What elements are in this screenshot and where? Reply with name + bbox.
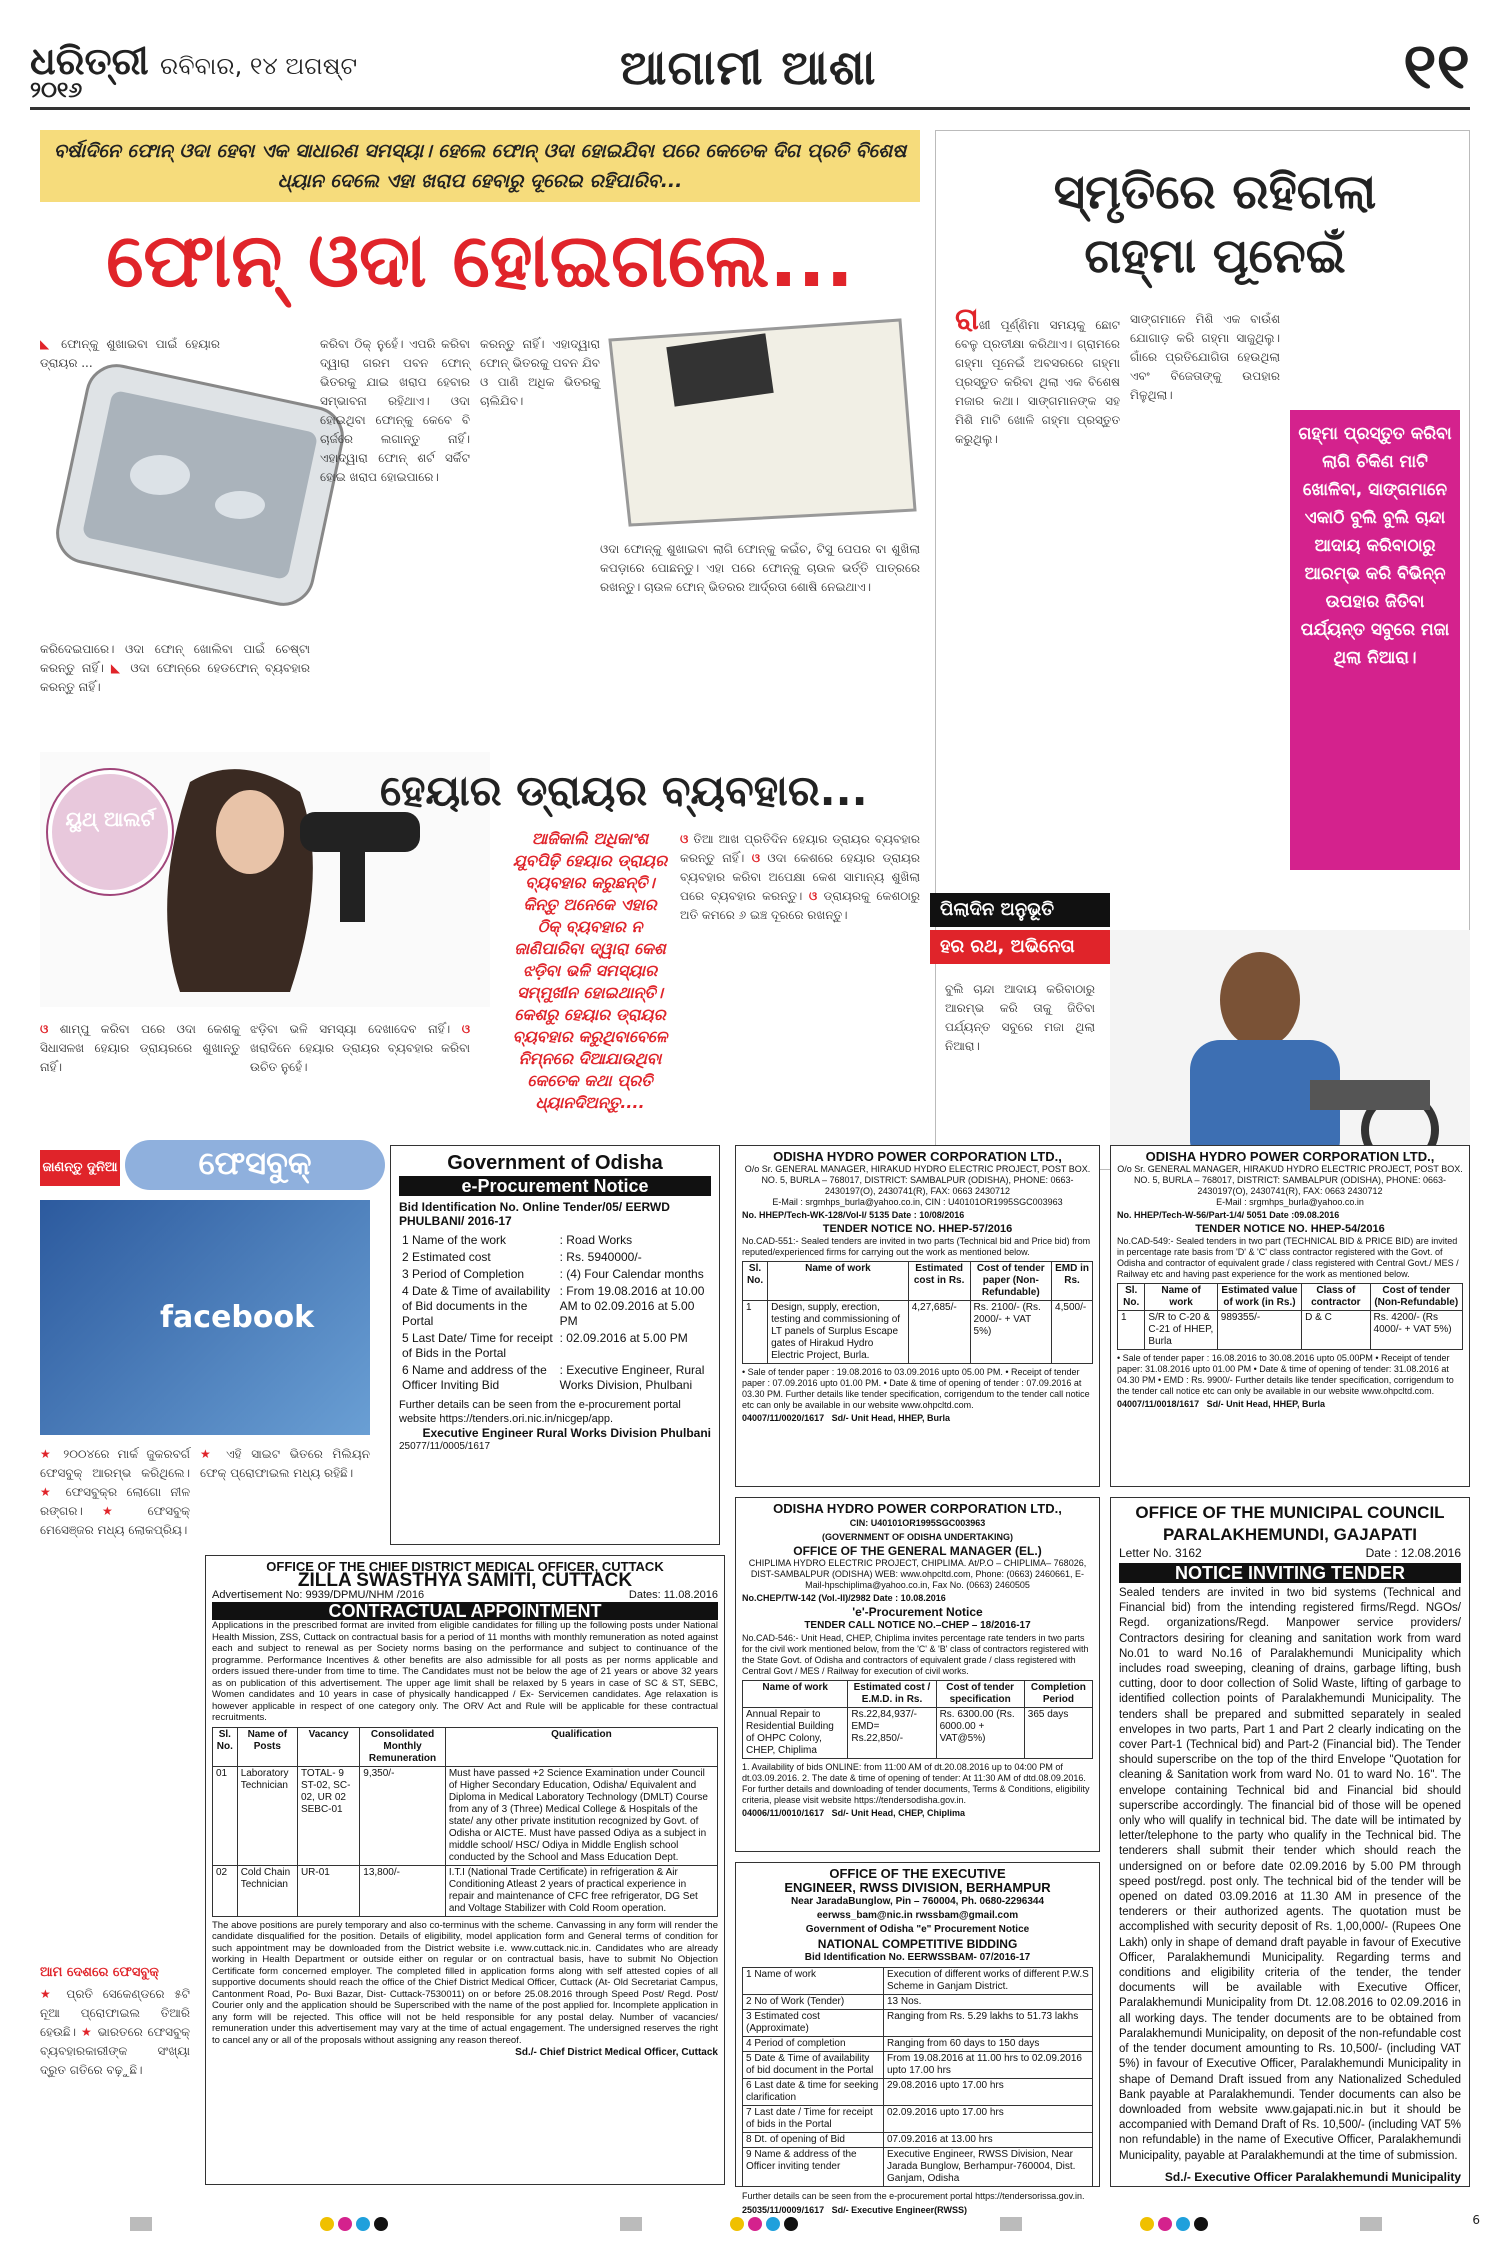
rwss-title1: OFFICE OF THE EXECUTIVE	[829, 1866, 1006, 1881]
table-header-cell: Consolidated Monthly Remuneration	[360, 1727, 446, 1766]
table-cell: Rs. 2100/- (Rs. 2000/- + VAT 5%)	[970, 1301, 1052, 1364]
table-cell: 13,800/-	[360, 1865, 446, 1916]
chiplima-body: No.CAD-546:- Unit Head, CHEP, Chiplima invites percentage rate tenders in two parts for the civil work mentioned below, from the 'C' & 'B' class of contractors registered with the State Govt. of Odisha and contractors of equivalent grade / class registered with Central Govt / MES / Railway for execution of civil works.	[742, 1633, 1089, 1676]
phone-story-text-col3: କରନ୍ତୁ ନାହିଁ। ଏହାଦ୍ୱାରା ଫୋନ୍ ଭିତରକୁ ପବନ ଯିବ ଓ ପାଣି ଅଧିକ ଭିତରକୁ ଚାଲିଯିବ।	[480, 337, 600, 408]
table-cell: 365 days	[1024, 1708, 1092, 1759]
chiplima-addr: CHIPLIMA HYDRO ELECTRIC PROJECT, CHIPLIMA. At/P.O – CHIPLIMA– 768026, DIST-SAMBALPUR (ODISHA) WEB: www.ohpcltd.com, Phone: (0663) 2460661, E-Mail-hpschiplima@yahoo.co.in, Fax No. (0663) 2460505	[748, 1558, 1087, 1590]
notice-odisha-title: Government of Odisha	[447, 1152, 663, 1174]
hydro1-addr: O/o Sr. GENERAL MANAGER, HIRAKUD HYDRO ELECTRIC PROJECT, POST BOX. NO. 5, BURLA – 768017, DISTRICT: SAMBALPUR (ODISHA), PHONE: 0663-2430197(O), 2430741(R), FAX: 0663 2430712	[744, 1164, 1091, 1196]
table-cell: From 19.08.2016 at 11.00 hrs to 02.09.2016 upto 17.00 hrs	[884, 2052, 1093, 2079]
notice-hydro-burla-54	[1110, 1145, 1470, 1487]
cdmo-sign: Sd./- Chief District Medical Officer, Cuttack	[515, 2047, 718, 2058]
table-header-cell: Name of work	[768, 1262, 909, 1301]
table-cell: Design, supply, erection, testing and commissioning of LT panels of Surplus Escape gates of Hirakud Hydro Electric Project, Burla.	[768, 1301, 909, 1364]
table-header-cell: Estimated cost in Rs.	[908, 1262, 970, 1301]
hydro1-ref-no: 04007/11/0020/1617	[742, 1413, 825, 1423]
table-header-cell: Estimated value of work (in Rs.)	[1217, 1284, 1301, 1311]
cdmo-adv-no: Advertisement No: 9939/DPMU/NHM /2016	[212, 1589, 425, 1601]
kv-row	[399, 1283, 711, 1330]
table-cell: 4,500/-	[1052, 1301, 1093, 1364]
hydro1-email: E-Mail : srgmhps_burla@yahoo.co.in, CIN : U40101OR1995SGC003963	[772, 1197, 1063, 1207]
table-header-cell: Name of work	[743, 1681, 848, 1708]
footer-page-number: 6	[1472, 2213, 1480, 2227]
table-cell: Rs. 6300.00 (Rs. 6000.00 + VAT@5%)	[936, 1708, 1024, 1759]
table-cell: 3 Estimated cost (Approximate)	[743, 2010, 884, 2037]
hydro2-ref-line: No. HHEP/Tech-W-56/Part-1/4/ 5051 Date :09.08.2016	[1117, 1210, 1340, 1220]
hydro1-footer: • Sale of tender paper : 19.08.2016 to 03.09.2016 upto 05.00 PM. • Receipt of tender paper : 07.09.2016 upto 01.00 PM. • Date & time of opening of tender : 07.09.2016 at 03.30 PM. Further details like tender specification, corrigendum to the tender call notice etc can only be available in our website www.ohpcltd.com.	[742, 1367, 1090, 1410]
table-header-cell: Cost of tender paper (Non-Refundable)	[970, 1262, 1052, 1301]
table-cell: 29.08.2016 upto 17.00 hrs	[884, 2079, 1093, 2106]
hydro2-table	[1117, 1283, 1463, 1350]
facebook-logo-text: facebook	[160, 1300, 315, 1335]
table-header-cell: Name of work	[1145, 1284, 1217, 1311]
chiplima-sub: (GOVERNMENT OF ODISHA UNDERTAKING)	[822, 1532, 1013, 1542]
actor-photo	[1110, 930, 1470, 1170]
table-header-cell: Class of contractor	[1302, 1284, 1370, 1311]
kv-value: : Road Works	[559, 1233, 633, 1247]
table-cell: Cold Chain Technician	[237, 1865, 297, 1916]
kv-row	[399, 1249, 711, 1266]
dryer-story-headline: ହେୟାର ଡ୍ରାୟର ବ୍ୟବହାର...	[380, 766, 868, 815]
facebook-text-col1: ★ ୨୦୦୪ରେ ମାର୍କ ଜୁକରବର୍ଗ ଫେସବୁକ୍ ଆରମ୍ଭ କରିଥିଲେ। ★ ଫେସବୁକ୍ର ଲୋଗୋ ନୀଳ ରଙ୍ଗର। ★ ଫେସବୁକ୍ ମେସେଞ୍ଜର ମଧ୍ୟ ଲୋକପ୍ରିୟ।	[40, 1447, 190, 1537]
kv-row	[399, 1232, 711, 1249]
kv-value: : Executive Engineer, Rural Works Division, Phulbani	[559, 1363, 705, 1392]
table-cell: Ranging from Rs. 5.29 lakhs to 51.73 lakhs	[884, 2010, 1093, 2037]
table-cell: 989355/-	[1217, 1311, 1301, 1350]
notice-hydro-burla-57	[735, 1145, 1100, 1487]
kv-key: 3 Period of Completion	[402, 1267, 525, 1281]
rwss-email: eerwss_bam@nic.in rwssbam@gmail.com	[816, 1910, 1019, 1921]
hydro2-heading: TENDER NOTICE NO. HHEP-54/2016	[1195, 1223, 1385, 1235]
phone-story-text-col4: ଓଦା ଫୋନ୍କୁ ଶୁଖାଇବା ଲାଗି ଫୋନ୍କୁ କଇଁଚ, ଟିସୁ ପେପର ବା ଶୁଖିଲା କପଡ଼ାରେ ପୋଛନ୍ତୁ। ଏହା ପରେ ଫୋନ୍କୁ ଚାଉଳ ଭର୍ତ୍ତି ପାତ୍ରରେ ରଖନ୍ତୁ। ଚାଉଳ ଫୋନ୍ ଭିତରର ଆର୍ଦ୍ରତା ଶୋଷି ନେଇଥାଏ।	[600, 542, 920, 594]
table-cell: Executive Engineer, RWSS Division, Near Jarada Bunglow, Berhampur-760004, Dist. Ganjam, Odisha	[884, 2148, 1093, 2187]
kv-row	[399, 1362, 711, 1394]
hydro1-title: ODISHA HYDRO POWER CORPORATION LTD.,	[773, 1149, 1062, 1164]
rwss-addr: Near JaradaBunglow, Pin – 760004, Ph. 0680-2296344	[790, 1896, 1045, 1907]
notice-govt-odisha	[390, 1145, 720, 1545]
kv-row	[399, 1266, 711, 1283]
table-row	[213, 1727, 718, 1766]
rwss-table	[742, 1967, 1093, 2187]
council-body: Sealed tenders are invited in two bid systems (Technical and Financial bid) from the intending registered firms/Regd. NGOs/ Regd. organizations/Regd. Manpower service providers/ Contractors desiring for cleaning and sanitation work from ward No.01 to ward No.16 of Paralakhemundi Municipality which includes road sweeping, cleaning of drains, garbage lifting, bush cutting, door to door collection of Solid Waste, lifting of garbage to identified collection points of Paralakhemundi Municipality. The tenders shall be prepared and submitted separately in sealed envelopes in two parts, Part 1 and Part 2 clearly indicating on the cover Part-1 (Technical bid) and Part-2 (Financial bid). The Tender should superscribe on the top of the third Envelope "Quotation for cleaning & Sanitation work from ward No. 01 to ward No. 16". The envelope containing Technical bid and Financial bid should superscribe accordingly. The financial bid of those will be opened only who will qualify in technical bid. The date will be intimated by letter/telephone to the party who qualify in the Technical bid. The tenderers shall submit their tender which should reach the undersigned on or before date 02.09.2016 by 5.00 PM through speed post/regd. post only. The technical bid of the tender will be opened on dated 03.09.2016 at 11.30 AM in presence of the tenderers or their authorized agents. The quotation must be accomplished with security deposit of Rs. 1,00,000/- (Rupees One Lakh) only in shape of demand draft payable in favour of Executive Officer, Paralakhemundi Municipality. Regarding terms and conditions and eligibility criteria of the tender, the tender documents will be available with Executive Officer, Paralakhemundi Municipality from Dt. 12.08.2016 to 02.09.2016 in all working days. The tender documents are to be obtained from Paralakhemundi Municipality, on deposit of the non-refundable cost of the tender document amounting to Rs. 10,500/- (including VAT 5%) in favour of Executive Officer, Paralakhemundi Municipality in shape of Demand Draft issued from any Nationalized Scheduled Bank payable at Paralakhemundi. Tender documents can also be downloaded from website www.gajapati.nic.in but it should be accompanied with Demand Draft of Rs. 10,500/- (including VAT 5% non refundable) in the name of Executive Officer, Paralakhemundi Municipality, payable at Paralakhemundi at the time of submission.	[1119, 1587, 1461, 2162]
table-header-cell: Sl. No.	[1118, 1284, 1145, 1311]
table-cell: Execution of different works of different P.W.S Scheme in Ganjam District.	[884, 1968, 1093, 1995]
table-header-cell: Qualification	[445, 1727, 717, 1766]
table-header-cell: Estimated cost / E.M.D. in Rs.	[848, 1681, 936, 1708]
hydro1-sign: Sd/- Unit Head, HHEP, Burla	[831, 1413, 950, 1423]
issue-date: ରବିବାର, ୧୪ ଅଗଷ୍ଟ	[160, 52, 358, 80]
hydro2-title: ODISHA HYDRO POWER CORPORATION LTD.,	[1145, 1149, 1435, 1164]
table-cell: S/R to C-20 & C-21 of HHEP, Burla	[1145, 1311, 1217, 1350]
kv-key: 5 Last Date/ Time for receipt of Bids in the Portal	[402, 1331, 553, 1360]
youth-alert-badge: ୟୁଥ୍ ଆଲର୍ଟ	[48, 770, 172, 894]
chiplima-footer: 1. Availability of bids ONLINE: from 11:00 AM of dt.20.08.2016 up to 04:00 PM of dt.03.09.2016. 2. The date & time of opening of tender: At 11:30 AM of dtd.08.09.2016. For further details and downloading of tender documents, Terms & Conditions, eligibility criteria, please visit website https://tendersodisha.gov.in.	[742, 1762, 1090, 1805]
phone-story-text-col1: ◣ ଫୋନ୍କୁ ଶୁଖାଇବା ପାଇଁ ହେୟାର ଡ୍ରାୟର ...	[40, 337, 220, 370]
phone-story-text-col5: କରିଦେଇପାରେ। ଓଦା ଫୋନ୍ ଖୋଲିବା ପାଇଁ ଚେଷ୍ଟା କରନ୍ତୁ ନାହିଁ। ◣ ଓଦା ଫୋନ୍ରେ ହେଡଫୋନ୍ ବ୍ୟବହାର କରନ୍ତୁ ନାହିଁ।	[40, 642, 310, 694]
dryer-story-text-col3: ଝଡ଼ିବା ଭଳି ସମସ୍ୟା ଦେଖାଦେବ ନାହିଁ। ଓ ଖରାଦିନେ ହେୟାର ଡ୍ରାୟର ବ୍ୟବହାର କରିବା ଉଚିତ ନୁହେଁ।	[250, 1022, 470, 1074]
table-cell: 13 Nos.	[884, 1995, 1093, 2010]
memory-tag-author: ହର ରଥ, ଅଭିନେତା	[930, 930, 1110, 964]
newspaper-logo: ଧରିତ୍ରୀ	[30, 38, 149, 83]
section-title: ଆଗାମୀ ଆଶା	[620, 40, 877, 96]
table-header-cell: Sl. No.	[743, 1262, 768, 1301]
kv-key: 6 Name and address of the Officer Inviting Bid	[402, 1363, 547, 1392]
facebook-subheading: ଆମ ଦେଶରେ ଫେସବୁକ୍	[40, 1965, 159, 1980]
reg-dot-cyan	[356, 2217, 370, 2231]
cdmo-footer: The above positions are purely temporary and also co-terminus with the scheme. Canvassing in any form will render the candidate disqualified for the position. Details of eligibility, model application form and General terms of condition for such appointment may be downloaded from the District website i.e. www.cuttack.nic.in. Candidates who are already working in Health Department or outside either on regular or on contractual basis, have to submit No Objection Certificate form concerned employer. The completed filled in application forms along with self attested copies of all supportive documents should reach the office of the Chief District Medical Officer, Cuttack (At- Old Secretariat Campus, Cantonment Road, Po- Buxi Bazar, Dist- Cuttack-7530011) on or before 25.08.2016 through Speed Post/ Regd. Post/ Courier only and the application should be Superscribed with the name of the post applied for. Incomplete application in any form will be rejected. This office will not be held responsible for any postal delay. Number of vacancies/ remuneration under this advertisement may vary at the time of actual engagement. The undersigned reserves the right to cancel any or all of the proposals without assigning any reason thereof.	[212, 1919, 718, 2046]
council-letter-row	[1119, 1546, 1461, 1560]
table-row	[743, 1968, 1093, 1995]
reg-square	[1360, 2217, 1382, 2231]
kv-value: : (4) Four Calendar months	[559, 1267, 704, 1281]
council-title1: OFFICE OF THE MUNICIPAL COUNCIL	[1135, 1503, 1445, 1522]
kv-value: : 02.09.2016 at 5.00 PM	[559, 1331, 688, 1345]
reg-square	[1000, 2217, 1022, 2231]
cdmo-sub: ZILLA SWASTHYA SAMITI, CUTTACK	[297, 1570, 633, 1591]
table-cell: D & C	[1302, 1311, 1370, 1350]
rwss-footer: Further details can be seen from the e-procurement portal https://tendersorissa.gov.in.	[742, 2191, 1085, 2201]
rwss-heading: Government of Odisha "e" Procurement Notice	[805, 1924, 1030, 1935]
table-cell: Rs. 4200/- (Rs 4000/- + VAT 5%)	[1370, 1311, 1462, 1350]
reg-dot-magenta	[338, 2217, 352, 2231]
table-cell: 8 Dt. of opening of Bid	[743, 2133, 884, 2148]
table-cell: 4 Period of completion	[743, 2037, 884, 2052]
rwss-sub: NATIONAL COMPETITIVE BIDDING	[817, 1937, 1018, 1951]
table-cell: 2 No of Work (Tender)	[743, 1995, 884, 2010]
kv-value: : From 19.08.2016 at 10.00 AM to 02.09.2016 at 5.00 PM	[559, 1284, 705, 1328]
cdmo-date: Dates: 11.08.2016	[628, 1589, 718, 1601]
table-row	[213, 1865, 718, 1916]
reg-dot-magenta	[748, 2217, 762, 2231]
facebook-tag: ଜାଣନ୍ତୁ ଦୁନିଆ	[40, 1150, 120, 1186]
council-sign: Sd./- Executive Officer Paralakhemundi Municipality	[1164, 2169, 1461, 2184]
cdmo-table	[212, 1727, 718, 1917]
table-cell: 5 Date & Time of availability of bid document in the Portal	[743, 2052, 884, 2079]
logo-year: ୨୦୧୬	[30, 78, 83, 103]
table-header-cell: Cost of tender (Non-Refundable)	[1370, 1284, 1462, 1311]
table-cell: 1	[743, 1301, 768, 1364]
hydro2-body: No.CAD-549:- Sealed tenders in two part (TECHNICAL BID & PRICE BID) are invited in percentage rate basis from 'D' & 'C' class contractor registered with the Govt. of Odisha and contractor of equivalent grade / class registered with Central Govt./ MES / Railway etc and having past experience for the work as mentioned below.	[1117, 1236, 1459, 1279]
masthead	[30, 30, 1470, 110]
hydro2-sign: Sd/- Unit Head, HHEP, Burla	[1206, 1399, 1325, 1409]
table-cell: I.T.I (National Trade Certificate) in refrigeration & Air Conditioning Atleast 2 years of practical experience in repair and maintenance of CFC free refrigerator, DG Set and Voltage Stabilizer with Cold Room operation.	[445, 1865, 717, 1916]
kv-row	[399, 1330, 711, 1362]
phone-story-text-col2: କରିବା ଠିକ୍ ନୁହେଁ। ଏପରି କରିବା ଦ୍ୱାରା ଗରମ ପବନ ଫୋନ୍ ଭିତରକୁ ଯାଇ ଖରାପ ହେବାର ସମ୍ଭାବନା ରହିଥାଏ। ଓଦା ହୋଇଥିବା ଫୋନ୍କୁ କେବେ ବି ଚାର୍ଜରେ ଲଗାନ୍ତୁ ନାହିଁ। ଏହାଦ୍ୱାରା ଫୋନ୍ ଶର୍ଟ ସର୍କିଟ ହୋଇ ଖରାପ ହୋଇପାରେ।	[320, 337, 470, 484]
table-cell: Annual Repair to Residential Building of OHPC Colony, CHEP, Chiplima	[743, 1708, 848, 1759]
chiplima-ref	[742, 1806, 1093, 1820]
dryer-story-quote: ଆଜିକାଲି ଅଧିକାଂଶ ଯୁବପିଢ଼ି ହେୟାର ଡ୍ରାୟର ବ୍ୟବହାର କରୁଛନ୍ତି। କିନ୍ତୁ ଅନେକେ ଏହାର ଠିକ୍ ବ୍ୟବହାର ନ ଜାଣିପାରିବା ଦ୍ୱାରା କେଶ ଝଡ଼ିବା ଭଳି ସମସ୍ୟାର ସମ୍ମୁଖୀନ ହୋଇଥାନ୍ତି। କେଶରୁ ହେୟାର ଡ୍ରାୟର ବ୍ୟବହାର କରୁଥିବାବେଳେ ନିମ୍ନରେ ଦିଆଯାଉଥିବା କେତେକ କଥା ପ୍ରତି ଧ୍ୟାନଦିଅନ୍ତୁ....	[512, 829, 668, 1112]
table-cell: 02.09.2016 upto 17.00 hrs	[884, 2106, 1093, 2133]
council-letter-no: Letter No. 3162	[1119, 1546, 1202, 1560]
table-cell: 1 Name of work	[743, 1968, 884, 1995]
memory-pink-quote: ଗହ୍ମା ପ୍ରସ୍ତୁତ କରିବା ଲାଗି ଚିକିଣ ମାଟି ଖୋଳିବା, ସାଙ୍ଗମାନେ ଏକାଠି ବୁଲି ବୁଲି ଚାନ୍ଦା ଆଦାୟ କରିବାଠାରୁ ଆରମ୍ଭ କରି ବିଭିନ୍ନ ଉପହାର ଜିତିବା ପର୍ଯ୍ୟନ୍ତ ସବୁରେ ମଜା ଥିଲା ନିଆରା।	[1290, 410, 1460, 870]
table-row	[743, 1995, 1093, 2010]
table-row	[743, 2148, 1093, 2187]
memory-headline-line1: ସ୍ମୃତିରେ ରହିଗଲା	[1053, 164, 1377, 220]
rwss-ref-no: 25035/11/0009/1617	[742, 2205, 825, 2215]
table-row	[743, 2010, 1093, 2037]
table-cell: Must have passed +2 Science Examination under Council of Higher Secondary Education, Odisha/ Equivalent and Diploma in Medical Laboratory Technology (DMLT) Course from any of 3 (Three) Medical College & Hospitals of the state/ any other private institution recognized by Govt. of Odisha or AICTE. Must have passed Odiya as a subject in middle school/ HSC/ Odiya in Middle English school conducted by the School and Mass Education Dept.	[445, 1766, 717, 1865]
council-title2: PARALAKHEMUNDI, GAJAPATI	[1162, 1525, 1418, 1544]
kv-key: 2 Estimated cost	[402, 1250, 491, 1264]
table-row	[743, 2052, 1093, 2079]
reg-dot-black	[784, 2217, 798, 2231]
table-header-cell: Vacancy	[297, 1727, 359, 1766]
table-row	[743, 2037, 1093, 2052]
table-cell: 6 Last date & time for seeking clarification	[743, 2079, 884, 2106]
hydro1-ref	[742, 1411, 1093, 1425]
memory-headline-line2: ଗହ୍ମା ପୂନେଇଁ	[1084, 228, 1346, 284]
chiplima-subheading: TENDER CALL NOTICE NO.–CHEP – 18/2016-17	[804, 1620, 1031, 1631]
table-cell: 02	[213, 1865, 238, 1916]
kv-key: 1 Name of the work	[402, 1233, 507, 1247]
table-header-cell: Name of Posts	[237, 1727, 297, 1766]
cdmo-bar: CONTRACTUAL APPOINTMENT	[212, 1602, 718, 1620]
notice-municipal-council	[1110, 1497, 1470, 2187]
notice-odisha-footer: Further details can be seen from the e-procurement portal website https://tenders.ori.nic.in/nicgep/app.	[399, 1399, 681, 1425]
table-cell: 01	[213, 1766, 238, 1865]
hydro2-footer: • Sale of tender paper : 16.08.2016 to 30.08.2016 upto 05.00PM • Receipt of tender paper: 31.08.2016 upto 01.00 PM • Date & time of opening of tender: 31.08.2016 at 04.30 PM • EMD : Rs. 9900/- Further details like tender specification, corrigendum to the tender call notice etc can only be available in our website www.ohpcltd.com.	[1117, 1353, 1454, 1396]
reg-dot-yellow	[320, 2217, 334, 2231]
table-cell: 1	[1118, 1311, 1145, 1350]
reg-dot-yellow	[730, 2217, 744, 2231]
facebook-text-col3: ★ ପ୍ରତି ସେକେଣ୍ଡରେ ୫ଟି ନୂଆ ପ୍ରୋଫାଇଲ ତିଆରି ହେଉଛି। ★ ଭାରତରେ ଫେସବୁକ୍ ବ୍ୟବହାରକାରୀଙ୍କ ସଂଖ୍ୟା ଦ୍ରୁତ ଗତିରେ ବଢ଼ୁଛି।	[40, 1987, 191, 2077]
reg-dot-magenta	[1158, 2217, 1172, 2231]
table-cell: Laboratory Technician	[237, 1766, 297, 1865]
table-cell: Rs.22,84,937/- EMD= Rs.22,850/-	[848, 1708, 936, 1759]
kv-key: 4 Date & Time of availability of Bid documents in the Portal	[402, 1284, 551, 1328]
phone-story-intro: ବର୍ଷାଦିନେ ଫୋନ୍ ଓଦା ହେବା ଏକ ସାଧାରଣ ସମସ୍ୟା। ହେଲେ ଫୋନ୍ ଓଦା ହୋଇଯିବା ପରେ କେତେକ ଦିଗ ପ୍ରତି ବିଶେଷ ଧ୍ୟାନ ଦେଲେ ଏହା ଖରାପ ହେବାରୁ ଦୂରେଇ ରହିପାରିବ...	[40, 130, 920, 202]
table-cell: 9,350/-	[360, 1766, 446, 1865]
reg-dot-black	[1194, 2217, 1208, 2231]
memory-story-headline	[990, 160, 1440, 288]
page-number: ୧୧	[1403, 30, 1470, 104]
phone-story-headline: ଫୋନ୍ ଓଦା ହୋଇଗଲେ...	[106, 218, 854, 304]
print-registration-bar	[0, 2205, 1500, 2244]
chiplima-sign: Sd/- Unit Head, CHEP, Chiplima	[831, 1808, 965, 1818]
table-header-cell: Completion Period	[1024, 1681, 1092, 1708]
reg-square	[620, 2217, 642, 2231]
notice-odisha-bar: e-Procurement Notice	[399, 1176, 711, 1196]
dryer-story-text-col1: ଓ ତିଆ ଆଖ ପ୍ରତିଦିନ ହେୟାର ଡ୍ରାୟର ବ୍ୟବହାର କରନ୍ତୁ ନାହିଁ। ଓ ଓଦା କେଶରେ ହେୟାର ଡ୍ରାୟର ବ୍ୟବହାର କରିବା ଅପେକ୍ଷା କେଶ ସାମାନ୍ୟ ଶୁଖିଲା ପରେ ବ୍ୟବହାର କରନ୍ତୁ। ଓ ଡ୍ରାୟରକୁ କେଶଠାରୁ ଅତି କମରେ ୬ ଇଞ୍ଚ ଦୂରରେ ରଖନ୍ତୁ।	[680, 832, 920, 922]
reg-square	[130, 2217, 152, 2231]
hydro2-ref-no: 04007/11/0018/1617	[1117, 1399, 1200, 1409]
notice-odisha-table	[399, 1232, 711, 1394]
table-cell: 9 Name & address of the Officer inviting tender	[743, 2148, 884, 2187]
rwss-sign: Sd/- Executive Engineer(RWSS)	[831, 2205, 967, 2215]
chiplima-ref-line: No.CHEP/TW-142 (Vol.-II)/2982 Date : 10.08.2016	[742, 1593, 946, 1603]
table-row	[213, 1766, 718, 1865]
facebook-headline: ଫେସବୁକ୍	[125, 1140, 385, 1190]
memory-story-text-col2: ସାଙ୍ଗମାନେ ମିଶି ଏକ ବାଉଁଶ ଯୋଗାଡ଼ କରି ଗହ୍ମା ସାଜୁଥିଲୁ। ଗାଁରେ ପ୍ରତିଯୋଗିତା ହେଉଥିଲା ଏବଂ ବିଜେତାଙ୍କୁ ଉପହାର ମିଳୁଥିଲା।	[1130, 312, 1280, 402]
table-row	[743, 2133, 1093, 2148]
council-date: Date : 12.08.2016	[1365, 1546, 1461, 1560]
notice-odisha-sign: Executive Engineer Rural Works Division Phulbani	[422, 1426, 711, 1440]
memory-story-text-col3: ବୁଲି ଚାନ୍ଦା ଆଦାୟ କରିବାଠାରୁ ଆରମ୍ଭ କରି ତାକୁ ଜିତିବା ପର୍ଯ୍ୟନ୍ତ ସବୁରେ ମଜା ଥିଲା ନିଆରା।	[945, 982, 1095, 1053]
dryer-story-text-col2: ଓ ଶାମ୍ପୁ କରିବା ପରେ ଓଦା କେଶକୁ ସିଧାସଳଖ ହେୟାର ଡ୍ରାୟରରେ ଶୁଖାନ୍ତୁ ନାହିଁ।	[40, 1022, 240, 1074]
chiplima-ref-no: 04006/11/0010/1617	[742, 1808, 825, 1818]
hydro1-ref-line: No. HHEP/Tech-WK-128/Vol-I/ 5135 Date : 10/08/2016	[742, 1210, 965, 1220]
reg-dot-yellow	[1140, 2217, 1154, 2231]
facebook-image	[40, 1200, 370, 1435]
cdmo-title: OFFICE OF THE CHIEF DISTRICT MEDICAL OFFICER, CUTTACK	[266, 1559, 664, 1574]
hydro1-heading: TENDER NOTICE NO. HHEP-57/2016	[822, 1223, 1013, 1235]
table-row	[743, 2079, 1093, 2106]
hydro2-email: E-Mail : srgmhps_burla@yahoo.co.in	[1216, 1197, 1364, 1207]
rwss-title2: ENGINEER, RWSS DIVISION, BERHAMPUR	[784, 1880, 1051, 1895]
notice-rwss-berhampur	[735, 1862, 1100, 2215]
facebook-text-col2: ★ ଏହି ସାଇଟ ଭିତରେ ମିଲିୟନ ଫେକ୍ ପ୍ରୋଫାଇଲ ମଧ୍ୟ ରହିଛି।	[200, 1447, 370, 1480]
table-header-cell: Cost of tender specification	[936, 1681, 1024, 1708]
reg-dot-black	[374, 2217, 388, 2231]
memory-story-text-col1: ରାଖୀ ପୂର୍ଣ୍ଣିମା ସମୟକୁ ଛୋଟ ବେଳୁ ପ୍ରତୀକ୍ଷା କରିଥାଏ। ଗ୍ରାମରେ ଗହ୍ମା ପୂନେଇଁ ଅବସରରେ ଗହ୍ମା ପ୍ରସ୍ତୁତ କରିବା ଥିଲା ଏକ ବିଶେଷ ମଜାର କଥା। ସାଙ୍ଗମାନଙ୍କ ସହ ମିଶି ମାଟି ଖୋଳି ଗହ୍ମା ପ୍ରସ୍ତୁତ କରୁଥିଲୁ।	[955, 302, 1120, 446]
council-bar: NOTICE INVITING TENDER	[1119, 1563, 1461, 1583]
table-cell: TOTAL- 9 ST-02, SC-02, UR 02 SEBC-01	[297, 1766, 359, 1865]
table-cell: Ranging from 60 days to 150 days	[884, 2037, 1093, 2052]
memory-tag-childhood: ପିଲାଦିନ ଅନୁଭୂତି	[930, 893, 1110, 927]
hydro1-table	[742, 1261, 1093, 1364]
kv-value: : Rs. 5940000/-	[559, 1250, 642, 1264]
phone-in-rice-image	[600, 300, 920, 530]
chiplima-heading: 'e'-Procurement Notice	[852, 1605, 983, 1619]
hydro2-addr: O/o Sr. GENERAL MANAGER, HIRAKUD HYDRO ELECTRIC PROJECT, POST BOX. NO. 5, BURLA – 768017, DISTRICT: SAMBALPUR (ODISHA), PHONE: 0663-2430197(O), 2430741(R), FAX: 0663 2430712	[1117, 1164, 1463, 1196]
notice-odisha-ref: 25077/11/0005/1617	[399, 1441, 491, 1452]
chiplima-title: ODISHA HYDRO POWER CORPORATION LTD.,	[773, 1501, 1062, 1516]
table-header-cell: EMD in Rs.	[1052, 1262, 1093, 1301]
notice-odisha-bid: Bid Identification No. Online Tender/05/ EERWD PHULBANI/ 2016-17	[399, 1200, 670, 1228]
notice-chiplima	[735, 1497, 1100, 1852]
table-cell: 07.09.2016 at 13.00 hrs	[884, 2133, 1093, 2148]
reg-dot-cyan	[1176, 2217, 1190, 2231]
rwss-bid: Bid Identification No. EERWSSBAM- 07/2016-17	[804, 1952, 1031, 1963]
table-row	[743, 2106, 1093, 2133]
table-cell: UR-01	[297, 1865, 359, 1916]
notice-cdmo-cuttack	[205, 1555, 725, 2185]
table-cell: 4,27,685/-	[908, 1301, 970, 1364]
hydro2-ref	[1117, 1397, 1463, 1411]
chiplima-cin: CIN: U40101OR1995SGC003963	[849, 1518, 986, 1528]
reg-dot-cyan	[766, 2217, 780, 2231]
chiplima-table	[742, 1680, 1093, 1759]
table-header-cell: Sl. No.	[213, 1727, 238, 1766]
hydro1-body: No.CAD-551:- Sealed tenders are invited in two parts (Technical bid and Price bid) from reputed/experienced firms for carrying out the work as mentioned below.	[742, 1236, 1091, 1257]
chiplima-office: OFFICE OF THE GENERAL MANAGER (EL.)	[793, 1544, 1042, 1558]
cdmo-body: Applications in the prescribed format are invited from eligible candidates for filling up the following posts under National Health Mission, ZSS, Cuttack on contractual basis for a period of 11 months with monthly remuneration as noted against each and subject to renewal as per Society norms basing on the performance and subject to continuance of the programme. Performance Incentives & other benefits are also admissible for all posts as per norms applicable and orders issued there-under from time to time. The Candidates must not be below the age of 21 years or above 32 years as on publication of this advertisement. The upper age limit shall be relaxed by 5 years in case of SC & ST, SEBC, Women candidates and 10 years in case of physically handicapped / Ex- Servicemen candidates. Age relaxation is however applicable in respect of one category only. The ORV Act and Rule will be applicable for these contractual recruitments.	[212, 1620, 718, 1723]
table-cell: 7 Last date / Time for receipt of bids in the Portal	[743, 2106, 884, 2133]
